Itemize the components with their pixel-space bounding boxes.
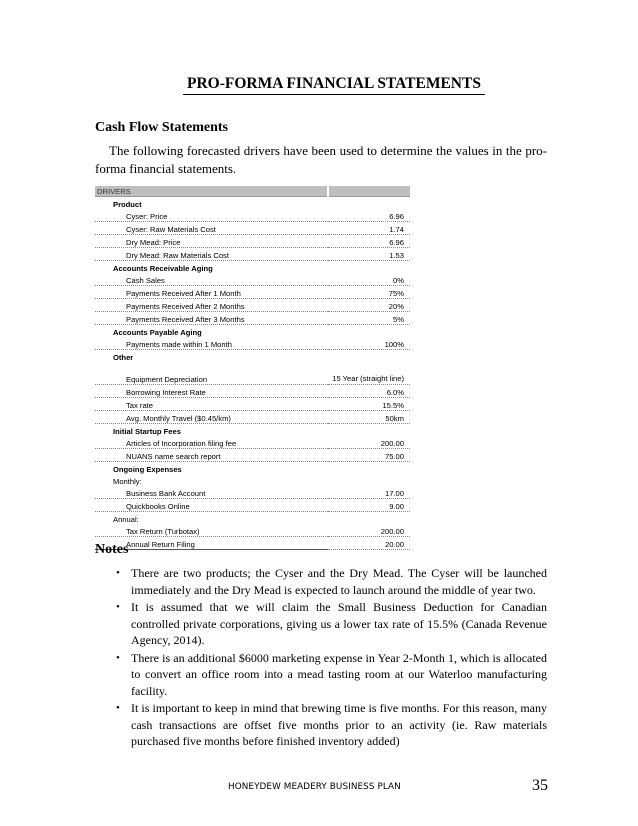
row-label: Monthly: <box>113 477 142 486</box>
bullet-icon: • <box>116 601 120 613</box>
row-value: 200.00 <box>328 436 410 449</box>
row-value <box>328 462 410 475</box>
table-row <box>95 512 410 525</box>
table-row <box>95 337 410 350</box>
row-label: Quickbooks Online <box>95 499 328 512</box>
row-value <box>328 512 410 525</box>
row-label: Annual Return Filing <box>95 537 328 550</box>
table-row <box>95 524 410 537</box>
table-row <box>95 312 410 325</box>
row-label: Ongoing Expenses <box>113 465 182 474</box>
bullet-icon: • <box>116 702 120 714</box>
table-header-label: DRIVERS <box>95 186 328 197</box>
row-value <box>328 325 410 338</box>
row-value <box>328 424 410 437</box>
row-label: Dry Mead: Raw Materials Cost <box>95 248 328 261</box>
table-row <box>95 350 410 363</box>
table-row <box>95 222 410 235</box>
row-label: Equipment Depreciation <box>95 362 328 385</box>
table-row <box>95 362 410 385</box>
note-text: There are two products; the Cyser and the Dry Mead. The Cyser will be launched immediately and the Dry Mead is expected to launch around the middle of year two. <box>131 566 547 597</box>
table-header-row <box>95 186 410 197</box>
row-value <box>328 350 410 363</box>
table-row <box>95 537 410 550</box>
row-value: 20% <box>328 299 410 312</box>
footer-text: HONEYDEW MEADERY BUSINESS PLAN <box>228 782 401 792</box>
row-label: Initial Startup Fees <box>113 427 181 436</box>
table-row <box>95 424 410 437</box>
row-label: Accounts Payable Aging <box>113 328 202 337</box>
note-text: It is assumed that we will claim the Small Business Deduction for Canadian controlled private corporations, giving us a lower tax rate of 15.5% (Canada Revenue Agency, 2014). <box>131 600 547 647</box>
row-label: Other <box>113 353 134 362</box>
bullet-icon: • <box>116 567 120 579</box>
table-row <box>95 499 410 512</box>
row-value: 75% <box>328 286 410 299</box>
row-label: Tax Return (Turbotax) <box>95 524 328 537</box>
table-row <box>95 436 410 449</box>
table-row <box>95 197 410 210</box>
row-value: 6.0% <box>328 385 410 398</box>
row-label: Payments Received After 1 Month <box>95 286 328 299</box>
row-value: 6.96 <box>328 209 410 222</box>
table-row <box>95 398 410 411</box>
notes-list <box>95 565 547 751</box>
row-value: 15 Year (straight line) <box>328 362 410 385</box>
table-row <box>95 486 410 499</box>
row-label: Articles of Incorporation filing fee <box>95 436 328 449</box>
note-text: It is important to keep in mind that brewing time is five months. For this reason, many cash transactions are offset five months prior to an activity (ie. Raw materials purchased five months before finished inventory added) <box>131 701 547 748</box>
row-value: 100% <box>328 337 410 350</box>
notes-heading: Notes <box>95 542 129 557</box>
row-label: Payments Received After 3 Months <box>95 312 328 325</box>
row-value: 75.00 <box>328 449 410 462</box>
row-label: Tax rate <box>95 398 328 411</box>
page-number: 35 <box>532 777 548 794</box>
table-row <box>95 462 410 475</box>
row-label: Product <box>113 200 142 209</box>
table-row <box>95 449 410 462</box>
row-value: 15.5% <box>328 398 410 411</box>
row-value: 200.00 <box>328 524 410 537</box>
table-row <box>95 261 410 274</box>
intro-paragraph: The following forecasted drivers have been used to determine the values in the pro-forma financial statements. <box>95 143 547 176</box>
table-row <box>95 286 410 299</box>
table-row <box>95 474 410 486</box>
row-value: 1.74 <box>328 222 410 235</box>
row-value: 50km <box>328 411 410 424</box>
table-row <box>95 325 410 338</box>
note-text: There is an additional $6000 marketing expense in Year 2-Month 1, which is allocated to convert an office room into a mead tasting room at our Waterloo manufacturing facility. <box>131 650 547 698</box>
row-value: 5% <box>328 312 410 325</box>
row-value: 20.00 <box>328 537 410 550</box>
row-label: Payments Received After 2 Months <box>95 299 328 312</box>
row-value: 1.53 <box>328 248 410 261</box>
row-label: Cash Sales <box>95 273 328 286</box>
row-value: 17.00 <box>328 486 410 499</box>
row-label: Dry Mead: Price <box>95 235 328 248</box>
table-row <box>95 235 410 248</box>
row-label: Avg. Monthly Travel ($0.45/km) <box>95 411 328 424</box>
row-value <box>328 474 410 486</box>
table-header-value <box>328 186 410 197</box>
list-item <box>95 565 547 598</box>
table-row <box>95 411 410 424</box>
table-row <box>95 209 410 222</box>
row-label: Business Bank Account <box>95 486 328 499</box>
row-value: 0% <box>328 273 410 286</box>
table-row <box>95 248 410 261</box>
list-item <box>95 599 547 649</box>
row-value: 6.96 <box>328 235 410 248</box>
bullet-icon: • <box>116 651 120 664</box>
table-row <box>95 385 410 398</box>
row-label: Cyser: Raw Materials Cost <box>95 222 328 235</box>
row-label: Cyser: Price <box>95 209 328 222</box>
row-value: 9.00 <box>328 499 410 512</box>
row-value <box>328 197 410 210</box>
section-heading: Cash Flow Statements <box>95 120 228 135</box>
row-label: Annual: <box>113 515 139 524</box>
table-row <box>95 299 410 312</box>
row-value <box>328 261 410 274</box>
list-item <box>95 700 547 750</box>
page-title: PRO-FORMA FINANCIAL STATEMENTS <box>0 75 638 95</box>
list-item <box>95 650 547 700</box>
row-label: Payments made within 1 Month <box>95 337 328 350</box>
drivers-table <box>95 186 410 550</box>
row-label: Accounts Receivable Aging <box>113 264 213 273</box>
row-label: NUANS name search report <box>95 449 328 462</box>
table-row <box>95 273 410 286</box>
row-label: Borrowing Interest Rate <box>95 385 328 398</box>
